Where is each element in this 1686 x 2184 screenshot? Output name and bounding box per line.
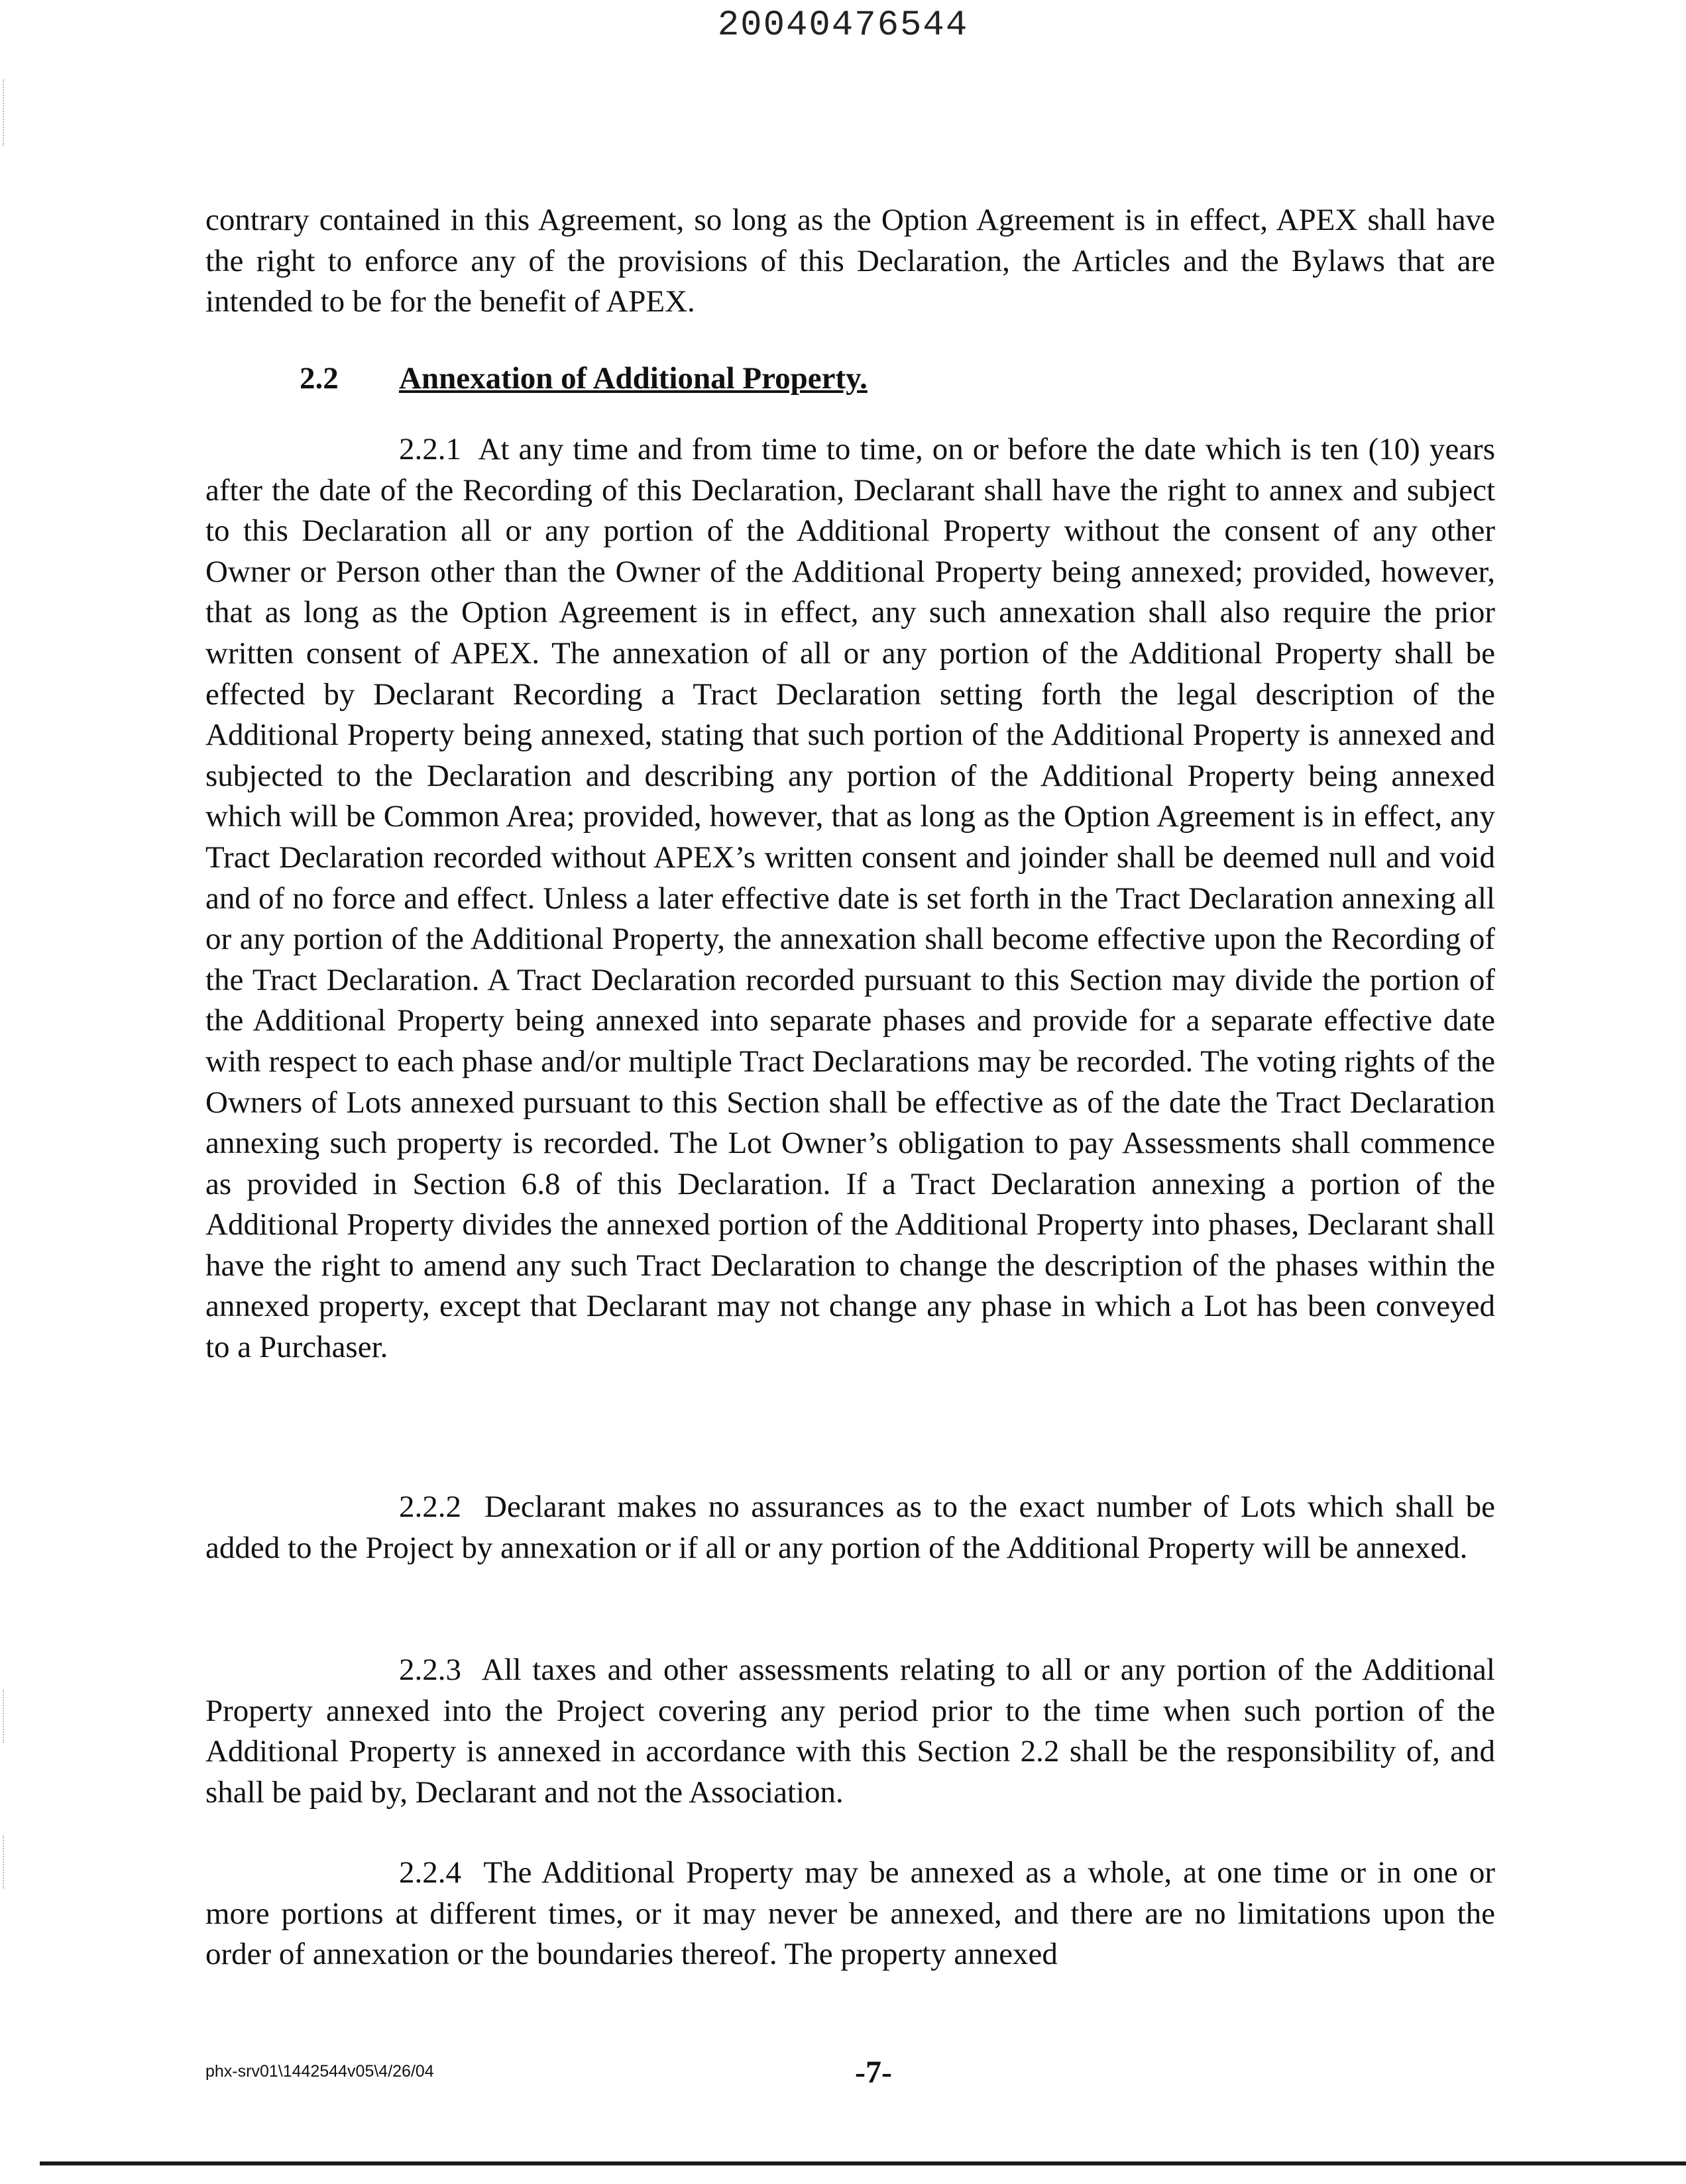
intro-paragraph: contrary contained in this Agreement, so long as the Option Agreement is in effect, APEX shall have the right to enforce any of the provisions of this Declaration, the Articles and the Bylaws that are intended to be for the benefit of APEX. [205,203,1495,319]
section-heading [300,358,868,399]
subsection-2-2-3 [205,1650,1495,1813]
subsection-text: At any time and from time to time, on or before the date which is ten (10) years after the date of the Recording of this Declaration, Declarant shall have the right to annex and subject to this Declaration all or any portion of the Additional Property without the consent of any other Owner or Person other than the Owner of the Additional Property being annexed; provided, however, that as long as the Option Agreement is in effect, any such annexation shall also require the prior written consent of APEX. The annexation of all or any portion of the Additional Property shall be effected by Declarant Recording a Tract Declaration setting forth the legal description of the Additional Property being annexed, stating that such portion of the Additional Property is annexed and subjected to the Declaration and describing any portion of the Additional Property being annexed which will be Common Area; provided, however, that as long as the Option Agreement is in effect, any Tract Declaration recorded without APEX’s written consent and joinder shall be deemed null and void and of no force and effect. Unless a later effective date is set forth in the Tract Declaration annexing all or any portion of the Additional Property, the annexation shall become effective upon the Recording of the Tract Declaration. A Tract Declaration recorded pursuant to this Section may divide the portion of the Additional Property being annexed into separate phases and provide for a separate effective date with respect to each phase and/or multiple Tract Declarations may be recorded. The voting rights of the Owners of Lots annexed pursuant to this Section shall be effective as of the date the Tract Declaration annexing such property is recorded. The Lot Owner’s obligation to pay Assessments shall commence as provided in Section 6.8 of this Declaration. If a Tract Declaration annexing a portion of the Additional Property divides the annexed portion of the Additional Property into phases, Declarant shall have the right to amend any such Tract Declaration to change the description of the phases within the annexed property, except that Declarant may not change any phase in which a Lot has been conveyed to a Purchaser. [205,432,1495,1365]
scan-artifact [3,1835,8,1888]
page-bottom-rule [40,2161,1686,2165]
subsection-2-2-2 [205,1487,1495,1568]
section-number: 2.2 [300,361,339,396]
footer-document-id: phx-srv01\1442544v05\4/26/04 [205,2062,434,2081]
subsection-2-2-4 [205,1853,1495,1975]
subsection-text: The Additional Property may be annexed as a whole, at one time or in one or more portions at different times, or it may never be annexed, and there are no limitations upon the order of annexation or the boundaries thereof. The property annexed [205,1855,1495,1972]
subsection-number: 2.2.1 [399,432,461,466]
subsection-2-2-1 [205,429,1495,1368]
section-title: Annexation of Additional Property. [399,361,868,396]
subsection-text: All taxes and other assessments relating to all or any portion of the Additional Property annexed into the Project covering any period prior to the time when such portion of the Additional Property is annexed in accordance with this Section 2.2 shall be the responsibility of, and shall be paid by, Declarant and not the Association. [205,1653,1495,1810]
scan-artifact [3,80,8,146]
page-number: -7- [855,2055,892,2090]
subsection-number: 2.2.3 [399,1653,461,1687]
document-number: 20040476544 [717,5,969,46]
subsection-number: 2.2.2 [399,1490,461,1524]
subsection-text: Declarant makes no assurances as to the exact number of Lots which shall be added to the Project by annexation or if all or any portion of the Additional Property will be annexed. [205,1490,1496,1565]
subsection-number: 2.2.4 [399,1855,461,1890]
scan-artifact [3,1690,8,1743]
